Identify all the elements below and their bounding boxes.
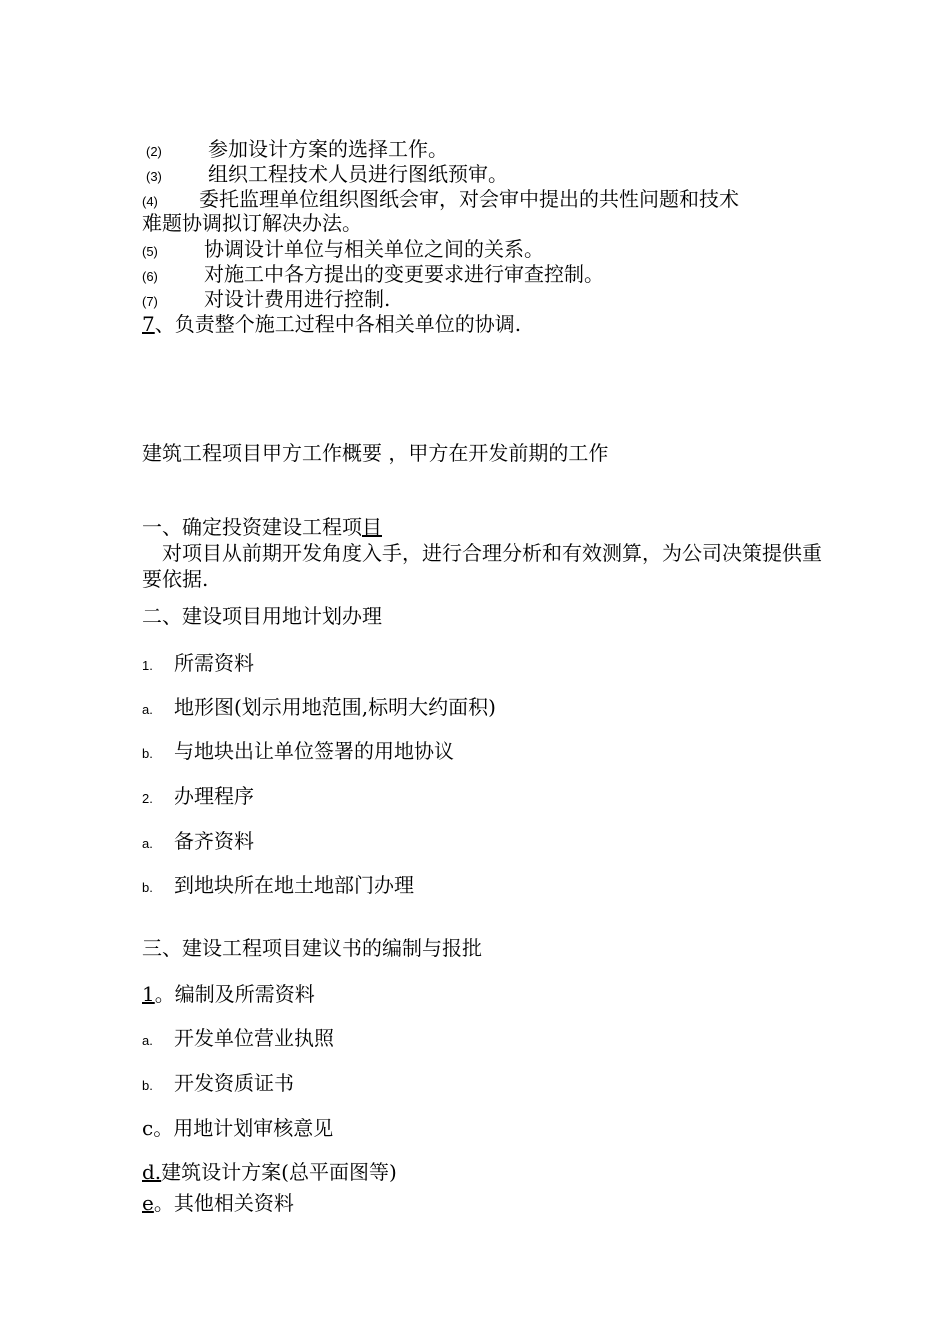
item-7-number: 7 <box>142 312 155 336</box>
list-number: (2) <box>146 144 162 159</box>
section-1-paragraph: 对项目从前期开发角度入手，进行合理分析和有效测算，为公司决策提供重要依据. <box>142 541 822 591</box>
item-7 <box>142 311 521 337</box>
list-number: 1 <box>142 982 155 1006</box>
list-text: 办理程序 <box>174 784 254 808</box>
list-number: 2. <box>142 791 153 806</box>
list-text: 地形图(划示用地范围,标明大约面积) <box>174 695 496 719</box>
list-item-continuation <box>142 210 362 236</box>
section-1-title-main: 一、确定投资建设工程项 <box>142 515 362 539</box>
list-text: 委托监理单位组织图纸会审，对会审中提出的共性问题和技术 <box>199 187 739 211</box>
list-text: 协调设计单位与相关单位之间的关系。 <box>204 237 544 261</box>
list-item <box>142 1025 334 1054</box>
section-1-title <box>142 514 382 540</box>
list-item: c。用地计划审核意见 <box>142 1116 334 1140</box>
list-number: (5) <box>142 244 158 259</box>
list-text: 所需资料 <box>174 651 254 675</box>
list-item <box>142 1070 294 1099</box>
section-3-title: 三、建设工程项目建议书的编制与报批 <box>142 936 482 960</box>
list-text: 对设计费用进行控制. <box>204 287 391 311</box>
section-2-title: 二、建设项目用地计划办理 <box>142 604 382 628</box>
list-text: 开发资质证书 <box>174 1071 294 1095</box>
list-item <box>142 1190 294 1216</box>
list-number: (6) <box>142 269 158 284</box>
list-item <box>142 981 315 1007</box>
list-text: 与地块出让单位签署的用地协议 <box>174 739 454 763</box>
list-number: a. <box>142 1033 153 1048</box>
list-number: (4) <box>142 194 158 209</box>
list-item <box>142 650 254 679</box>
list-text: 难题协调拟订解决办法。 <box>142 211 362 235</box>
list-text: 到地块所在地土地部门办理 <box>174 873 414 897</box>
list-number: a. <box>142 702 153 717</box>
list-text: 组织工程技术人员进行图纸预审。 <box>208 162 508 186</box>
list-number: 1. <box>142 658 153 673</box>
list-item <box>142 872 414 901</box>
list-text: 开发单位营业执照 <box>174 1026 334 1050</box>
list-item <box>142 1159 397 1185</box>
list-item <box>142 783 254 812</box>
list-item <box>142 738 454 767</box>
list-item <box>142 694 496 723</box>
list-text: 参加设计方案的选择工作。 <box>208 137 448 161</box>
list-text: 。其他相关资料 <box>153 1191 294 1215</box>
document-heading: 建筑工程项目甲方工作概要 ，甲方在开发前期的工作 <box>142 441 609 465</box>
list-number: b. <box>142 1078 153 1093</box>
list-number: (7) <box>142 294 158 309</box>
list-number: e <box>142 1191 154 1215</box>
list-text: 对施工中各方提出的变更要求进行审查控制。 <box>204 262 604 286</box>
list-text: 。编制及所需资料 <box>154 982 315 1006</box>
item-7-text: 、负责整个施工过程中各相关单位的协调. <box>154 312 522 336</box>
list-number: d. <box>142 1160 162 1184</box>
list-number: a. <box>142 836 153 851</box>
list-text: 建筑设计方案(总平面图等) <box>161 1160 397 1184</box>
list-number: (3) <box>146 169 162 184</box>
list-item <box>142 828 254 857</box>
list-text: 备齐资料 <box>174 829 254 853</box>
list-number: b. <box>142 880 153 895</box>
section-1-title-end: 目 <box>362 515 382 539</box>
list-number: b. <box>142 746 153 761</box>
